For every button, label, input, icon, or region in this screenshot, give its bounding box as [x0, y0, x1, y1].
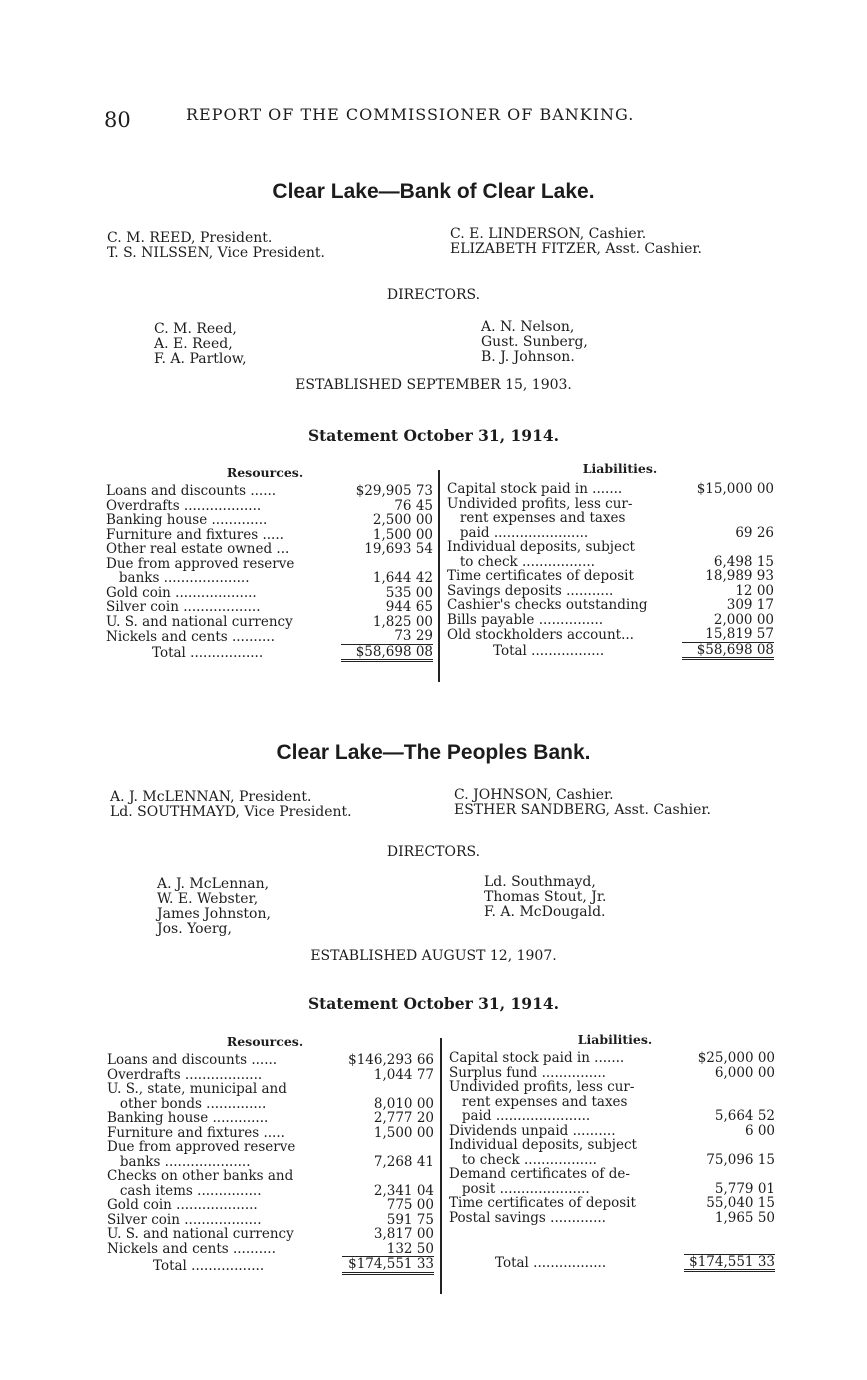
- line-item: [449, 1066, 775, 1081]
- liabilities-heading: Liabilities.: [582, 461, 658, 476]
- officer-line: A. J. McLENNAN, President.: [110, 789, 312, 805]
- line-item-label: Banking house .............: [107, 1110, 269, 1126]
- line-item-amount: [342, 1169, 434, 1184]
- line-item-label: rent expenses and taxes: [447, 510, 626, 526]
- line-item: [449, 1167, 775, 1182]
- line-item-amount: 1,044 77: [373, 1066, 434, 1083]
- line-item: [107, 1155, 434, 1170]
- line-item-label: Old stockholders account...: [447, 626, 634, 643]
- line-item-label: other bonds ..............: [107, 1095, 267, 1112]
- line-item-amount: $146,293 66: [348, 1052, 434, 1068]
- line-item-amount: 1,500 00: [372, 526, 433, 543]
- line-item-label: banks ....................: [107, 1153, 251, 1170]
- line-item: [107, 1111, 434, 1126]
- officer-line: C. M. REED, President.: [107, 230, 273, 246]
- line-item-label: rent expenses and taxes: [449, 1093, 628, 1110]
- line-item-amount: 2,000 00: [713, 611, 774, 628]
- line-item: [107, 1068, 434, 1083]
- line-item: [107, 1053, 434, 1068]
- officers-left: [110, 790, 352, 820]
- officers-right: [450, 227, 702, 257]
- line-item: [107, 1082, 434, 1097]
- director: A. J. McLennan,: [157, 876, 270, 892]
- line-item-amount: 5,779 01: [714, 1180, 775, 1197]
- line-item-amount: 6 00: [744, 1122, 775, 1139]
- line-item-amount: 69 26: [735, 524, 774, 541]
- line-item-label: paid ......................: [447, 524, 589, 541]
- line-item-label: paid ......................: [449, 1108, 591, 1124]
- director: Ld. Southmayd,: [484, 874, 596, 890]
- line-item: [449, 1095, 775, 1110]
- line-item-amount: 15,819 57: [705, 626, 774, 642]
- line-item-label: Capital stock paid in .......: [447, 481, 623, 497]
- line-item: [106, 586, 433, 601]
- liabilities-rows: [449, 1051, 775, 1254]
- total-row: [449, 1254, 775, 1271]
- officer-line: T. S. NILSSEN, Vice President.: [107, 245, 325, 261]
- line-item: [107, 1227, 434, 1242]
- line-item: [449, 1153, 775, 1168]
- line-item: [447, 555, 774, 570]
- line-item-amount: [682, 540, 774, 555]
- line-item-label: Banking house .............: [106, 512, 268, 528]
- line-item-label: posit .....................: [449, 1180, 590, 1197]
- director: B. J. Johnson.: [481, 349, 575, 365]
- total-row: [106, 644, 433, 661]
- line-item-amount: 775 00: [386, 1197, 434, 1213]
- officer-line: C. JOHNSON, Cashier.: [454, 787, 614, 803]
- director: A. N. Nelson,: [481, 319, 575, 335]
- line-item: [106, 571, 433, 586]
- line-item-label: Bills payable ...............: [447, 611, 604, 628]
- officer-line: C. E. LINDERSON, Cashier.: [450, 226, 647, 242]
- line-item: [447, 627, 774, 642]
- column-divider: [438, 470, 440, 682]
- line-item: [447, 598, 774, 613]
- line-item-amount: $29,905 73: [355, 483, 433, 499]
- line-item: [106, 528, 433, 543]
- line-item: [447, 584, 774, 599]
- line-item: [107, 1213, 434, 1228]
- established-date: ESTABLISHED AUGUST 12, 1907.: [310, 948, 557, 964]
- line-item-label: Nickels and cents ..........: [107, 1241, 276, 1257]
- line-item-label: Undivided profits, less cur-: [447, 495, 633, 512]
- line-item-amount: [682, 497, 774, 512]
- line-item-amount: 1,500 00: [373, 1124, 434, 1141]
- line-item-label: Checks on other banks and: [107, 1168, 294, 1184]
- line-item-label: Loans and discounts ......: [106, 483, 277, 499]
- line-item-amount: 944 65: [385, 599, 433, 615]
- resources-rows: [106, 484, 433, 644]
- line-item-label: Capital stock paid in .......: [449, 1050, 625, 1066]
- director: F. A. Partlow,: [154, 351, 247, 367]
- directors-heading: DIRECTORS.: [386, 287, 481, 303]
- liabilities-table: [449, 1051, 775, 1272]
- established-date: ESTABLISHED SEPTEMBER 15, 1903.: [295, 377, 572, 393]
- line-item-label: Individual deposits, subject: [449, 1137, 637, 1153]
- directors-heading: DIRECTORS.: [386, 844, 481, 860]
- line-item-label: U. S. and national currency: [106, 613, 293, 630]
- line-item-amount: 73 29: [394, 628, 433, 644]
- line-item-label: Overdrafts ..................: [107, 1066, 263, 1083]
- resources-rows: [107, 1053, 434, 1257]
- line-item-amount: $15,000 00: [696, 481, 774, 497]
- line-item-label: U. S., state, municipal and: [107, 1081, 287, 1097]
- total-label: Total .................: [153, 1257, 265, 1274]
- line-item-amount: 2,341 04: [373, 1182, 434, 1199]
- total-liabilities: $58,698 08: [682, 642, 774, 659]
- line-item-label: cash items ...............: [107, 1182, 262, 1199]
- total-label: Total .................: [152, 645, 264, 661]
- directors-right: [484, 875, 606, 920]
- liabilities-table: [447, 482, 774, 660]
- line-item-label: Other real estate owned ...: [106, 541, 290, 557]
- line-item-label: Nickels and cents ..........: [106, 628, 275, 645]
- line-item-label: Demand certificates of de-: [449, 1166, 630, 1182]
- line-item: [449, 1182, 775, 1197]
- line-item-amount: 309 17: [726, 597, 774, 613]
- line-item: [106, 484, 433, 499]
- line-item: [106, 513, 433, 528]
- director: Thomas Stout, Jr.: [484, 889, 607, 905]
- line-item-label: Furniture and fixtures .....: [106, 526, 284, 543]
- line-item: [107, 1198, 434, 1213]
- line-item-label: Due from approved reserve: [107, 1139, 296, 1155]
- total-label: Total .................: [493, 643, 605, 659]
- line-item-label: Gold coin ...................: [107, 1197, 258, 1213]
- line-item-label: Time certificates of deposit: [449, 1195, 636, 1211]
- bank-title: Clear Lake—Bank of Clear Lake.: [272, 180, 595, 203]
- director: Jos. Yoerg,: [157, 921, 232, 937]
- director: James Johnston,: [157, 906, 271, 922]
- directors-right: [481, 320, 588, 365]
- line-item: [107, 1126, 434, 1141]
- line-item-label: Time certificates of deposit: [447, 568, 634, 584]
- line-item-amount: 132 50: [386, 1240, 434, 1257]
- resources-heading: Resources.: [226, 465, 304, 480]
- total-row: [107, 1257, 434, 1274]
- spacer-row: [449, 1225, 775, 1240]
- line-item: [447, 497, 774, 512]
- line-item-label: U. S. and national currency: [107, 1226, 294, 1242]
- line-item: [106, 499, 433, 514]
- line-item: [106, 557, 433, 572]
- director: Gust. Sunberg,: [481, 334, 588, 350]
- statement-heading: Statement October 31, 1914.: [307, 994, 560, 1013]
- line-item: [106, 629, 433, 644]
- line-item: [447, 569, 774, 584]
- resources-table: [107, 1053, 434, 1275]
- line-item-amount: 7,268 41: [373, 1153, 434, 1170]
- line-item-label: Silver coin ..................: [107, 1211, 262, 1228]
- line-item-amount: [341, 557, 433, 572]
- line-item: [107, 1184, 434, 1199]
- line-item: [447, 526, 774, 541]
- line-item-amount: [342, 1140, 434, 1155]
- spacer-row: [449, 1240, 775, 1255]
- line-item-label: Surplus fund ...............: [449, 1064, 606, 1081]
- officer-line: ELIZABETH FITZER, Asst. Cashier.: [450, 241, 702, 257]
- line-item-amount: 3,817 00: [373, 1226, 434, 1242]
- directors-left: [154, 322, 247, 367]
- statement-heading: Statement October 31, 1914.: [307, 426, 560, 445]
- line-item: [107, 1169, 434, 1184]
- line-item-amount: 8,010 00: [373, 1095, 434, 1112]
- officers-right: [454, 788, 711, 818]
- total-resources: $58,698 08: [341, 644, 433, 661]
- line-item: [449, 1051, 775, 1066]
- resources-heading: Resources.: [226, 1034, 304, 1049]
- line-item-label: Postal savings .............: [449, 1209, 606, 1226]
- line-item-amount: 76 45: [394, 497, 433, 514]
- line-item-label: Cashier's checks outstanding: [447, 597, 648, 613]
- line-item: [107, 1140, 434, 1155]
- line-item-label: banks ....................: [106, 570, 250, 586]
- line-item-amount: 5,664 52: [714, 1108, 775, 1124]
- line-item: [449, 1138, 775, 1153]
- line-item-label: to check .................: [447, 553, 595, 570]
- line-item: [447, 540, 774, 555]
- line-item-amount: $25,000 00: [697, 1050, 775, 1066]
- line-item-label: Individual deposits, subject: [447, 539, 635, 555]
- line-item-amount: 1,965 50: [714, 1209, 775, 1226]
- line-item: [447, 482, 774, 497]
- line-item-amount: [684, 1080, 775, 1095]
- line-item-label: Undivided profits, less cur-: [449, 1079, 635, 1095]
- liabilities-heading: Liabilities.: [577, 1032, 653, 1047]
- line-item-amount: 2,500 00: [372, 512, 433, 528]
- line-item-amount: [684, 1167, 775, 1182]
- officer-line: Ld. SOUTHMAYD, Vice President.: [110, 804, 352, 820]
- officer-line: ESTHER SANDBERG, Asst. Cashier.: [454, 802, 712, 818]
- line-item-label: Silver coin ..................: [106, 599, 261, 615]
- directors-left: [157, 877, 271, 937]
- line-item: [106, 542, 433, 557]
- line-item-amount: [684, 1138, 775, 1153]
- line-item-amount: 19,693 54: [364, 541, 433, 557]
- total-label: Total .................: [495, 1255, 607, 1271]
- resources-table: [106, 484, 433, 662]
- bank-title: Clear Lake—The Peoples Bank.: [276, 741, 591, 764]
- page-number: 80: [104, 108, 131, 132]
- line-item-amount: 591 75: [386, 1211, 434, 1228]
- column-divider: [440, 1038, 442, 1294]
- director: C. M. Reed,: [154, 321, 237, 337]
- line-item-amount: 2,777 20: [373, 1110, 434, 1126]
- line-item-label: Savings deposits ...........: [447, 582, 614, 599]
- line-item-amount: 1,825 00: [372, 613, 433, 630]
- line-item: [107, 1097, 434, 1112]
- line-item-label: Dividends unpaid ..........: [449, 1122, 616, 1139]
- line-item: [449, 1124, 775, 1139]
- line-item-amount: [682, 511, 774, 526]
- line-item-label: Due from approved reserve: [106, 555, 295, 572]
- line-item-amount: 55,040 15: [706, 1195, 775, 1211]
- running-head: REPORT OF THE COMMISSIONER OF BANKING.: [186, 105, 635, 124]
- line-item-amount: [684, 1095, 775, 1110]
- director: A. E. Reed,: [154, 336, 233, 352]
- line-item-amount: 12 00: [735, 582, 774, 599]
- line-item-label: Furniture and fixtures .....: [107, 1124, 285, 1141]
- line-item-amount: 6,000 00: [714, 1064, 775, 1081]
- line-item-amount: [342, 1082, 434, 1097]
- line-item: [449, 1109, 775, 1124]
- line-item: [449, 1080, 775, 1095]
- director: W. E. Webster,: [157, 891, 259, 907]
- line-item-label: Gold coin ...................: [106, 584, 257, 601]
- line-item-amount: 1,644 42: [372, 570, 433, 586]
- line-item-amount: 535 00: [385, 584, 433, 601]
- line-item-amount: 75,096 15: [706, 1151, 775, 1168]
- line-item: [449, 1211, 775, 1226]
- line-item: [449, 1196, 775, 1211]
- line-item-label: to check .................: [449, 1151, 597, 1168]
- line-item: [447, 511, 774, 526]
- director: F. A. McDougald.: [484, 904, 606, 920]
- line-item: [447, 613, 774, 628]
- line-item-amount: 18,989 93: [705, 568, 774, 584]
- line-item-amount: 6,498 15: [713, 553, 774, 570]
- liabilities-rows: [447, 482, 774, 642]
- line-item-label: Loans and discounts ......: [107, 1052, 278, 1068]
- officers-left: [107, 231, 325, 261]
- total-row: [447, 642, 774, 659]
- line-item: [107, 1242, 434, 1257]
- total-resources: $174,551 33: [342, 1257, 434, 1274]
- line-item-label: Overdrafts ..................: [106, 497, 262, 514]
- total-liabilities: $174,551 33: [684, 1254, 775, 1271]
- line-item: [106, 615, 433, 630]
- line-item: [106, 600, 433, 615]
